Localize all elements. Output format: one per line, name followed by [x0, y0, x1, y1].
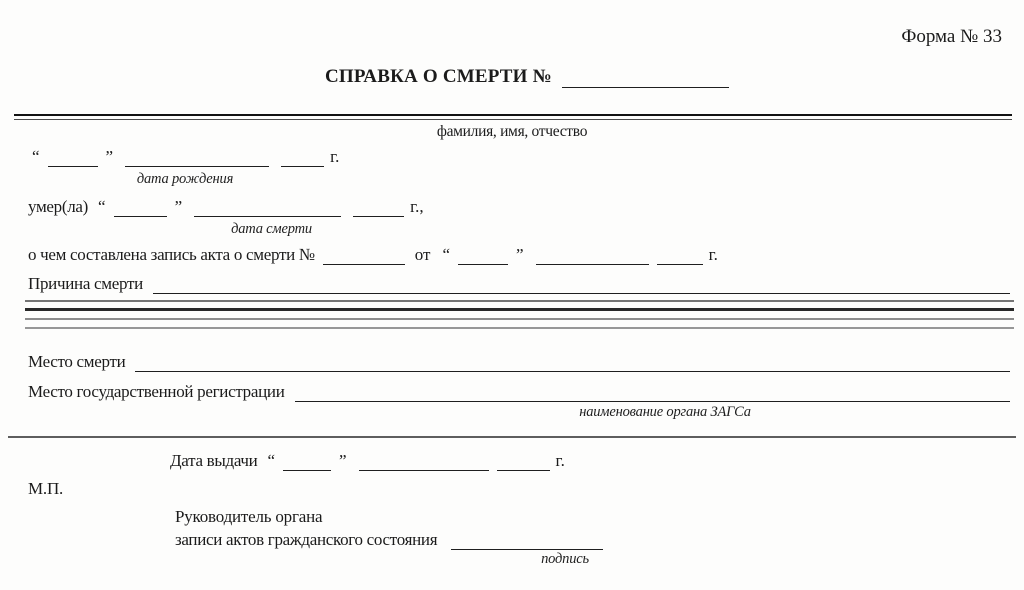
cause-extra-line-3: [25, 318, 1014, 320]
birth-date-caption: дата рождения: [136, 171, 234, 187]
quote-close: ”: [105, 147, 114, 166]
signatory-line1: Руководитель органа: [175, 507, 323, 526]
registration-place-label: Место государственной регистрации: [28, 382, 285, 401]
quote-open: “: [32, 147, 40, 166]
place-of-death-label: Место смерти: [28, 352, 126, 371]
quote-open: “: [98, 197, 106, 216]
page-title: СПРАВКА О СМЕРТИ №: [325, 66, 552, 87]
death-month-blank: [194, 198, 341, 217]
year-suffix: г.: [708, 245, 718, 264]
cause-extra-line-1: [25, 300, 1014, 302]
cause-of-death-row: [28, 274, 1010, 294]
year-comma-suffix: г.,: [410, 197, 424, 216]
death-year-blank: [353, 198, 404, 217]
quote-open: “: [442, 245, 451, 264]
place-of-death-blank: [135, 353, 1010, 372]
quote-close: ”: [339, 451, 347, 470]
signature-blank: [451, 531, 603, 550]
birth-date-row: [28, 147, 339, 167]
mid-rule: [8, 436, 1016, 438]
cause-extra-line-4: [25, 327, 1014, 329]
act-record-label: о чем составлена запись акта о смерти №: [28, 245, 315, 264]
birth-day-blank: [48, 148, 98, 167]
registration-place-blank: [295, 383, 1010, 402]
death-date-row: [28, 197, 424, 217]
cause-of-death-blank: [153, 275, 1010, 294]
year-suffix: г.: [555, 451, 565, 470]
registration-place-row: [28, 382, 1010, 402]
title-row: [325, 66, 729, 88]
form-number: Форма № 33: [901, 26, 1002, 47]
issue-month-blank: [359, 452, 489, 471]
died-label: умер(ла): [28, 197, 89, 216]
signatory-line2: записи актов гражданского состояния: [175, 530, 438, 549]
issue-day-blank: [283, 452, 331, 471]
quote-close: ”: [516, 245, 524, 264]
zags-authority-caption: наименование органа ЗАГСа: [579, 404, 751, 420]
act-day-blank: [458, 246, 508, 265]
issue-date-label: Дата выдачи: [170, 451, 258, 470]
cause-of-death-label: Причина смерти: [28, 274, 143, 293]
act-year-blank: [657, 246, 703, 265]
death-day-blank: [114, 198, 167, 217]
certificate-number-blank: [562, 69, 729, 88]
year-suffix: г.: [330, 147, 340, 166]
quote-open: “: [267, 451, 275, 470]
birth-month-blank: [125, 148, 269, 167]
quote-close: ”: [174, 197, 183, 216]
top-double-rule: [14, 114, 1012, 120]
signature-caption: подпись: [541, 551, 589, 567]
fullname-caption: фамилия, имя, отчество: [436, 123, 588, 140]
act-record-row: [28, 245, 718, 265]
act-month-blank: [536, 246, 649, 265]
issue-year-blank: [497, 452, 550, 471]
birth-year-blank: [281, 148, 324, 167]
cause-extra-line-2: [25, 308, 1014, 311]
place-of-death-row: [28, 352, 1010, 372]
issue-date-row: [170, 451, 565, 471]
signatory-row: [175, 530, 603, 550]
stamp-place-label: М.П.: [28, 479, 64, 498]
act-number-blank: [323, 246, 405, 265]
from-label: от: [414, 245, 431, 264]
death-date-caption: дата смерти: [231, 221, 312, 237]
